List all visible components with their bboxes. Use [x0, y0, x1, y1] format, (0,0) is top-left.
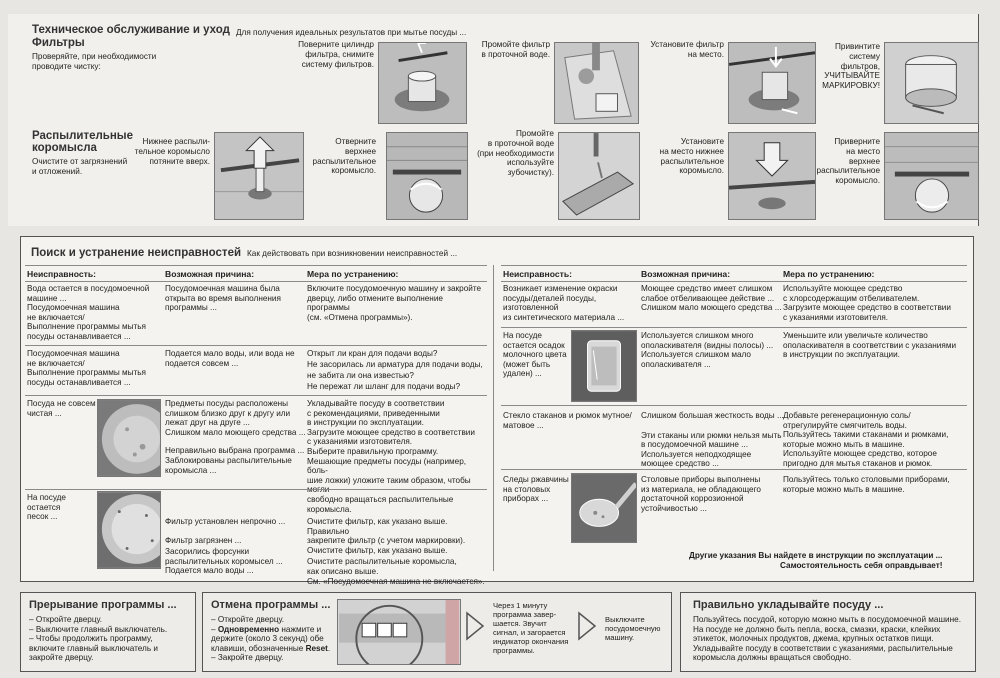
arm-step-1-text: Нижнее распыли- тельное коромысло потяните вверх. — [134, 137, 210, 166]
rusty-spoon-photo — [571, 473, 637, 543]
arm-step-3-text: Промойте в проточной воде (при необходимости используйте зубочистку). — [477, 129, 554, 178]
table-row-cause: Предметы посуды расположены слишком близко друг к другу или лежат друг на друге ... Слишком мало моющего средства ... Неправильно выбрана программа ... Заблокированы распылительные коромысла ... — [165, 399, 306, 475]
table-row-fault: Стекло стаканов и рюмок мутное/ матовое ... — [503, 411, 632, 430]
table-row-fault: Следы ржавчины на столовых приборах ... — [503, 475, 569, 504]
header-cause: Возможная причина: — [165, 269, 255, 279]
table-row-cause: Столовые приборы выполнены из материала, не обладающего достаточной коррозионной устойчивостью ... — [641, 475, 761, 513]
next-arrow-icon — [465, 611, 485, 641]
table-row-fault: Посуда не совсем чистая ... — [27, 399, 96, 418]
header-fault: Неисправность: — [27, 269, 97, 279]
arm-step-2-text: Отверните верхнее распылительное коромысло. — [312, 137, 376, 176]
trouble-subtitle: Как действовать при возникновении неисправностей ... — [247, 249, 458, 258]
filter-step-4-text: Привинтите систему фильтров, УЧИТЫВАЙТЕ МАРКИРОВКУ! — [822, 42, 880, 91]
column-divider — [493, 265, 494, 571]
arm-rinse-illustration — [558, 132, 640, 220]
arm-step-4-text: Установите на место нижнее распылительное коромысло. — [659, 137, 724, 176]
care-title: Техническое обслуживание и уход — [32, 24, 230, 36]
filter-step-3-text: Установите фильтр на место. — [650, 40, 724, 59]
table-row-fix: Открыт ли кран для подачи воды? Не засорилась ли арматура для подачи воды, не забита ли она известью? Не пережат ли шланг для подачи воды? — [307, 349, 483, 392]
filter-insert-illustration — [728, 42, 816, 124]
trouble-table-right — [501, 265, 967, 571]
cancel-title: Отмена программы ... — [211, 599, 331, 611]
reset-keys-illustration — [337, 599, 461, 665]
header-cause: Возможная причина: — [641, 269, 731, 279]
trouble-table-left — [25, 265, 487, 586]
care-panel — [8, 14, 979, 226]
trouble-title: Поиск и устранение неисправностей — [31, 247, 242, 259]
more-info-note: Другие указания Вы найдете в инструкции по эксплуатации ... Самостоятельность себя оправдывает! — [689, 551, 943, 570]
lower-arm-illustration — [214, 132, 304, 220]
upper-arm-screw-illustration — [884, 132, 979, 220]
filter-step-2-text: Промойте фильтр в проточной воде. — [481, 40, 550, 59]
milky-glass-photo — [571, 330, 637, 402]
loading-title: Правильно укладывайте посуду ... — [693, 599, 884, 611]
header-fix: Мера по устранению: — [783, 269, 875, 279]
table-row-cause: Используется слишком много ополаскивателя (видны полосы) ... Используется слишком мало ополаскивателя ... — [641, 331, 774, 369]
interrupt-steps: – Откройте дверцу. – Выключите главный выключатель. – Чтобы продолжить программу, включите главный выключатель и закройте дверцу. — [29, 615, 168, 663]
upper-arm-unscrew-illustration — [386, 132, 468, 220]
table-row-fix: Включите посудомоечную машину и закройте дверцу, либо отмените выполнение программы (см. «Отмена программы»). — [307, 284, 482, 322]
table-row-fix: Очистите фильтр, как указано выше. Правильно закрепите фильтр (с учетом маркировки). Очистите фильтр, как указано выше. Очистите распылительные коромысла, как описано выше. См. «Посудомоечная машина не включается». — [307, 517, 485, 586]
arms-heading: Распылительные коромысла — [32, 130, 134, 154]
filters-intro: Проверяйте, при необходимости проводите чистку: — [32, 52, 157, 71]
table-row-fault: Возникает изменение окраски посуды/деталей посуды, изготовленной из синтетического материала ... — [503, 284, 625, 322]
interrupt-panel — [20, 592, 196, 672]
dirty-plate-photo — [97, 399, 161, 477]
table-row-fix: Добавьте регенерационную соль/ отрегулируйте смягчитель воды. Пользуйтесь такими стаканами и рюмками, которые можно мыть в машине. Используйте моющее средство, которое пригодно для мытья стаканов и рюмок. — [783, 411, 949, 468]
cancel-panel — [202, 592, 672, 672]
header-fault: Неисправность: — [503, 269, 573, 279]
table-row-fix: Используйте моющее средство с хлорсодержащим отбеливателем. Загрузите моющее средство в соответствии с указаниями изготовителя. — [783, 284, 951, 322]
table-row-fault: Вода остается в посудомоечной машине ... Посудомоечная машина не включается/ Выполнение программы мытья посуды останавливается ... — [27, 284, 150, 341]
interrupt-title: Прерывание программы ... — [29, 599, 177, 611]
table-row-fault: На посуде остается осадок молочного цвета (может быть удален) ... — [503, 331, 567, 379]
filter-rinse-illustration — [554, 42, 639, 124]
troubleshooting-panel — [20, 236, 974, 586]
arms-intro: Очистите от загрязнений и отложений. — [32, 157, 128, 176]
table-row-cause: Фильтр установлен непрочно ... Фильтр загрязнен ... Засорились форсунки распылительных коромысел ... Подается мало воды ... — [165, 517, 286, 576]
table-row-fault: Посудомоечная машина не включается/ Выполнение программы мытья посуды останавливается ... — [27, 349, 146, 387]
filter-screw-illustration — [884, 42, 979, 124]
table-row-cause: Моющее средство имеет слишком слабое отбеливающее действие ... Слишком мало моющего средства ... — [641, 284, 782, 313]
table-row-cause: Посудомоечная машина была открыта во время выполнения программы ... — [165, 284, 281, 313]
table-row-cause: Слишком большая жесткость воды ... Эти стаканы или рюмки нельзя мыть в посудомоечной машине ... Используется неподходящее моющее средство ... — [641, 411, 784, 469]
cancel-end-text: Через 1 минуту программа завер- шается. Звучит сигнал, и загорается индикатор окончания программы. — [493, 601, 569, 655]
switch-off-text: Выключите посудомоечную машину. — [605, 615, 661, 642]
next-arrow-icon — [577, 611, 597, 641]
table-row-fix: Пользуйтесь только столовыми приборами, которые можно мыть в машине. — [783, 475, 950, 494]
loading-panel — [680, 592, 976, 672]
care-subtitle: Для получения идеальных результатов при мытье посуды ... — [236, 28, 467, 37]
sandy-plate-photo — [97, 491, 161, 569]
table-row-cause: Подается мало воды, или вода не подается совсем ... — [165, 349, 295, 368]
filter-step-1-text: Поверните цилиндр фильтра, снимите систему фильтров. — [298, 40, 374, 69]
header-fix: Мера по устранению: — [307, 269, 399, 279]
filter-remove-illustration — [378, 42, 467, 124]
table-row-fault: На посуде остается песок ... — [27, 493, 66, 522]
table-row-fix: Уменьшите или увеличьте количество ополаскивателя в соответствии с указаниями в инструкции по эксплуатации. — [783, 331, 957, 360]
table-row-fix: Укладывайте посуду в соответствии с рекомендациями, приведенными в инструкции по эксплуатации. Загрузите моющее средство в соответствии с указаниями изготовителя. Выберите правильную программу. Мешающие предметы посуды (например, боль- шие ложки) уложите таким образом, чтобы могли свободно вращаться распылительные коромысла. — [307, 399, 475, 514]
filters-heading: Фильтры — [32, 37, 85, 49]
arm-step-5-text: Приверните на место верхнее распылительное коромысло. — [816, 137, 880, 186]
lower-arm-insert-illustration — [728, 132, 816, 220]
loading-text: Пользуйтесь посудой, которую можно мыть в посудомоечной машине. На посуде не должно быть пепла, воска, смазки, краски, клейких этикеток, молочных продуктов, джема, крупных остатков пищи. Укладывайте посуду в соответствии с указаниями, распылительные коромысла должны вращаться свободно. — [693, 615, 961, 663]
cancel-steps: – Откройте дверцу. – Одновременно нажмите и держите (около 3 секунд) обе клавиши, обозначенные Reset. – Закройте дверцу. — [211, 615, 331, 663]
